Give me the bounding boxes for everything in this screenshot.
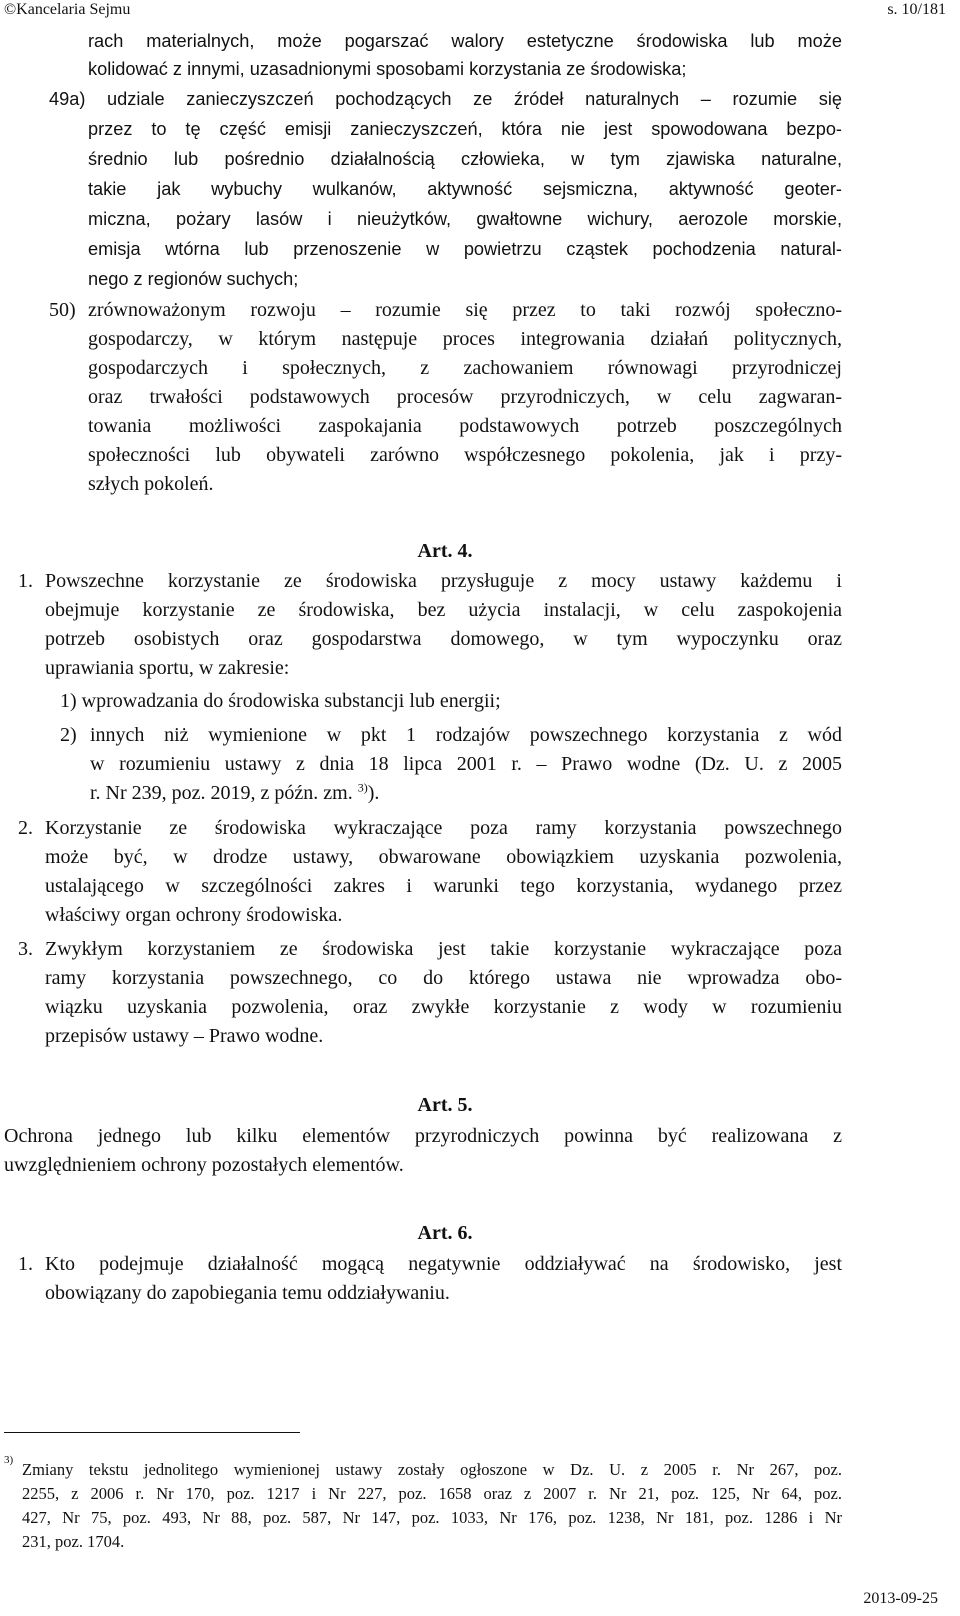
art5-line: Ochrona jednego lub kilku elementów przyrodniczych powinna być realizowana z [4,1125,842,1147]
art4-p3-line: wiązku uzyskania pozwolenia, oraz zwykłe korzystanie z wody w rozumieniu [45,996,842,1018]
art4-p1-number: 1. [18,570,33,592]
art5-line: uwzględnieniem ochrony pozostałych elementów. [4,1154,404,1176]
document-date: 2013-09-25 [863,1590,938,1607]
art6-p1-number: 1. [18,1253,33,1275]
footnote-ref[interactable]: 3) [357,780,368,795]
art4-p3-line: ramy korzystania powszechnego, co do którego ustawa nie wprowadza obo- [45,967,842,989]
definition-line: rach materialnych, może pogarszać walory estetyczne środowiska lub może [88,31,842,51]
art4-p2-line: właściwy organ ochrony środowiska. [45,904,343,926]
art4-item-2-text-end: ). [367,782,380,804]
article-4-heading: Art. 4. [417,540,473,562]
art6-p1-line: Kto podejmuje działalność mogącą negatywnie oddziaływać na środowisko, jest [45,1253,842,1275]
art4-p1-line: potrzeb osobistych oraz gospodarstwa domowego, w tym wypoczynku oraz [45,628,842,650]
art4-p1-line: Powszechne korzystanie ze środowiska przysługuje z mocy ustawy każdemu i [45,570,842,592]
definition-50-line: oraz trwałości podstawowych procesów przyrodniczych, w celu zagwaran- [88,386,842,408]
definition-49a-line: 49a) udziale zanieczyszczeń pochodzących ze źródeł naturalnych – rozumie się [49,89,842,109]
art4-p2-line: Korzystanie ze środowiska wykraczające poza ramy korzystania powszechnego [45,817,842,839]
art4-item-2-line: w rozumieniu ustawy z dnia 18 lipca 2001 r. – Prawo wodne (Dz. U. z 2005 [90,753,842,775]
art4-p3-line: przepisów ustawy – Prawo wodne. [45,1025,324,1047]
art4-p3-line: Zwykłym korzystaniem ze środowiska jest takie korzystanie wykraczające poza [45,938,842,960]
definition-49a-line: nego z regionów suchych; [88,269,299,289]
art4-item-2-line [90,780,379,806]
art4-item-2-line: innych niż wymienione w pkt 1 rodzajów powszechnego korzystania z wód [90,724,842,746]
article-6-heading: Art. 6. [417,1222,473,1244]
footnote-line: 231, poz. 1704. [22,1532,125,1551]
page-number: s. 10/181 [887,1,946,18]
page-header [0,0,960,22]
definition-50-line: towania możliwości zaspokajania podstawowych potrzeb poszczególnych [88,415,842,437]
article-5-heading: Art. 5. [417,1094,473,1116]
footnote-separator [4,1432,300,1433]
art4-p2-number: 2. [18,817,33,839]
definition-49a-line: miczna, pożary lasów i nieużytków, gwałtowne wichury, aerozole morskie, [88,209,842,229]
art4-p1-line: obejmuje korzystanie ze środowiska, bez użycia instalacji, w celu zaspokojenia [45,599,842,621]
footnote-line: Zmiany tekstu jednolitego wymienionej ustawy zostały ogłoszone w Dz. U. z 2005 r. Nr 267, poz. [22,1460,842,1479]
definition-line: kolidować z innymi, uzasadnionymi sposobami korzystania ze środowiska; [88,59,687,79]
art4-p2-line: może być, w drodze ustawy, obwarowane obowiązkiem uzyskania pozwolenia, [45,846,842,868]
art4-p1-line: uprawiania sportu, w zakresie: [45,657,290,679]
footnote-mark: 3) [4,1454,14,1466]
footnote-line: 2255, z 2006 r. Nr 170, poz. 1217 i Nr 227, poz. 1658 oraz z 2007 r. Nr 21, poz. 125, Nr 64, poz. [22,1484,842,1503]
definition-50-number: 50) [49,299,76,321]
definition-50-line: gospodarczy, w którym następuje proces integrowania działań politycznych, [88,328,842,350]
footnote-line: 427, Nr 75, poz. 493, Nr 88, poz. 587, Nr 147, poz. 1033, Nr 176, poz. 1238, Nr 181, poz. 1286 i Nr [22,1508,842,1527]
art4-item-2-number: 2) [60,724,77,746]
art4-item-1: 1) wprowadzania do środowiska substancji lub energii; [60,690,501,712]
art4-item-2-text: r. Nr 239, poz. 2019, z późn. zm. [90,782,353,804]
art6-p1-line: obowiązany do zapobiegania temu oddziaływaniu. [45,1282,450,1304]
definition-50-line: zrównoważonym rozwoju – rozumie się przez to taki rozwój społeczno- [88,299,842,321]
definition-50-line: społeczności lub obywateli zarówno współczesnego pokolenia, jak i przy- [88,444,842,466]
definition-50-line: szłych pokoleń. [88,473,214,495]
art4-p3-number: 3. [18,938,33,960]
header-source: ©Kancelaria Sejmu [4,1,131,18]
art4-p2-line: ustalającego w szczególności zakres i warunki tego korzystania, wydanego przez [45,875,842,897]
definition-49a-line: emisja wtórna lub przenoszenie w powietrzu cząstek pochodzenia natural- [88,239,842,259]
definition-50-line: gospodarczych i społecznych, z zachowaniem równowagi przyrodniczej [88,357,842,379]
definition-49a-line: średnio lub pośrednio działalnością człowieka, w tym zjawiska naturalne, [88,149,842,169]
definition-49a-line: takie jak wybuchy wulkanów, aktywność sejsmiczna, aktywność geoter- [88,179,842,199]
definition-49a-line: przez to tę część emisji zanieczyszczeń, która nie jest spowodowana bezpo- [88,119,842,139]
